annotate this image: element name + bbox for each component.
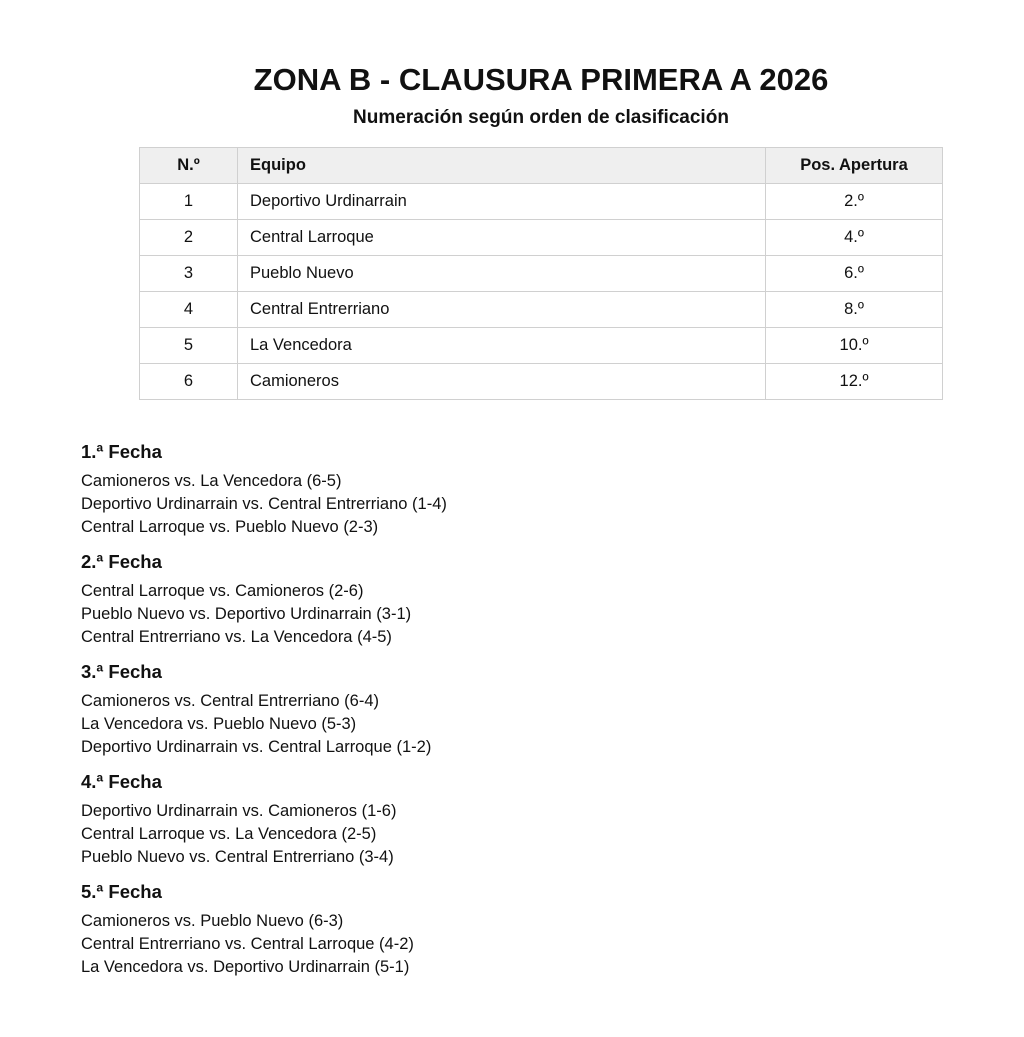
fecha-title: 1.ª Fecha — [81, 441, 162, 462]
table-row — [140, 364, 943, 400]
match-result: Deportivo Urdinarrain vs. Camioneros (1-6) — [81, 802, 397, 820]
fecha-2 — [81, 548, 681, 649]
row-num: 2 — [140, 220, 238, 256]
row-team: La Vencedora — [238, 328, 766, 364]
row-pos: 10.º — [766, 328, 943, 364]
fecha-title: 4.ª Fecha — [81, 771, 162, 792]
fixtures-section — [81, 438, 681, 988]
match-result: Central Larroque vs. Camioneros (2-6) — [81, 582, 364, 600]
row-num: 1 — [140, 184, 238, 220]
page-title: ZONA B - CLAUSURA PRIMERA A 2026 — [253, 62, 829, 97]
table-row — [140, 328, 943, 364]
header-pos-apertura: Pos. Apertura — [766, 148, 943, 184]
match-result: Pueblo Nuevo vs. Central Entrerriano (3-4) — [81, 848, 394, 866]
row-pos: 12.º — [766, 364, 943, 400]
row-pos: 4.º — [766, 220, 943, 256]
row-pos: 2.º — [766, 184, 943, 220]
fecha-4 — [81, 768, 681, 869]
row-team: Pueblo Nuevo — [238, 256, 766, 292]
header-team: Equipo — [238, 148, 766, 184]
table-row — [140, 292, 943, 328]
match-result: Camioneros vs. Central Entrerriano (6-4) — [81, 692, 380, 710]
row-num: 4 — [140, 292, 238, 328]
row-team: Deportivo Urdinarrain — [238, 184, 766, 220]
table-row — [140, 184, 943, 220]
match-result: Camioneros vs. La Vencedora (6-5) — [81, 472, 342, 490]
row-team: Central Entrerriano — [238, 292, 766, 328]
fecha-3 — [81, 658, 681, 759]
row-num: 3 — [140, 256, 238, 292]
row-pos: 8.º — [766, 292, 943, 328]
row-num: 6 — [140, 364, 238, 400]
match-result: La Vencedora vs. Deportivo Urdinarrain (5-1) — [81, 958, 410, 976]
page-subtitle: Numeración según orden de clasificación — [353, 107, 729, 128]
table-row — [140, 256, 943, 292]
row-team: Camioneros — [238, 364, 766, 400]
row-pos: 6.º — [766, 256, 943, 292]
match-result: Deportivo Urdinarrain vs. Central Larroque (1-2) — [81, 738, 432, 756]
fecha-5 — [81, 878, 681, 979]
match-result: Central Larroque vs. La Vencedora (2-5) — [81, 825, 377, 843]
row-num: 5 — [140, 328, 238, 364]
match-result: Central Larroque vs. Pueblo Nuevo (2-3) — [81, 518, 379, 536]
match-result: Camioneros vs. Pueblo Nuevo (6-3) — [81, 912, 344, 930]
table-row — [140, 220, 943, 256]
match-result: Pueblo Nuevo vs. Deportivo Urdinarrain (3-1) — [81, 605, 412, 623]
fecha-title: 2.ª Fecha — [81, 551, 162, 572]
match-result: Central Entrerriano vs. La Vencedora (4-5) — [81, 628, 392, 646]
fecha-title: 5.ª Fecha — [81, 881, 162, 902]
header-num: N.º — [140, 148, 238, 184]
match-result: Deportivo Urdinarrain vs. Central Entrerriano (1-4) — [81, 495, 447, 513]
match-result: Central Entrerriano vs. Central Larroque (4-2) — [81, 935, 414, 953]
fecha-title: 3.ª Fecha — [81, 661, 162, 682]
table-header-row — [140, 148, 943, 184]
row-team: Central Larroque — [238, 220, 766, 256]
match-result: La Vencedora vs. Pueblo Nuevo (5-3) — [81, 715, 357, 733]
standings-table — [139, 147, 943, 400]
fecha-1 — [81, 438, 681, 539]
